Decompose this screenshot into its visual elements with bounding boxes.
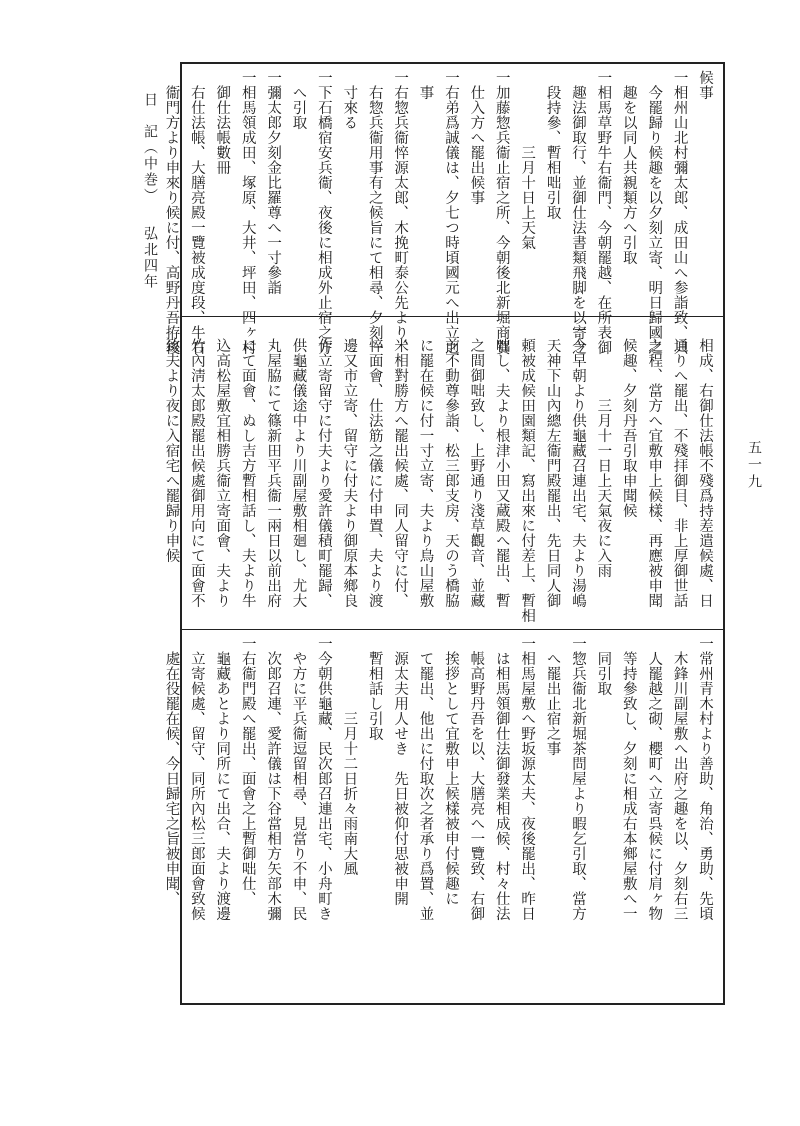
text-line: 之程、當方へ宜敷申上候樣、再應被申聞 xyxy=(646,323,663,608)
text-line: 一今朝供龜藏、民次郎召連出宅、小舟町き xyxy=(315,636,332,921)
text-line: にて面會、ぬし吉方暫相話し、夫より牛 xyxy=(239,323,256,608)
text-line: 之間御咄致し、上野通り淺草觀音、並藏 xyxy=(468,323,485,608)
page-number: 五一九 xyxy=(746,440,762,491)
text-line: 次郎召連、愛許儀は下谷當相方矢部木彌 xyxy=(265,636,282,921)
text-line: 供龜藏儀途中より川副屋敷相廻し、尤大 xyxy=(290,323,307,608)
text-line: 候趣、夕刻丹吾引取申聞候 xyxy=(620,323,637,518)
text-line: や方に平兵衞逗留相尋、見當り不申、民 xyxy=(290,636,307,921)
section-divider-lower xyxy=(182,629,723,630)
running-head xyxy=(140,92,160,312)
text-line: 一右弟爲誠儀は、夕七つ時頃國元へ出立之 xyxy=(442,70,459,355)
text-line: 人罷越之砌、櫻町へ立寄呉候に付肩ヶ物 xyxy=(646,636,663,921)
text-line: 趣を以同人共親類方へ引取 xyxy=(620,70,637,265)
text-line: 段持參、暫相咄引取 xyxy=(544,70,561,220)
section-middle xyxy=(163,323,717,625)
text-line: 一相馬屋敷へ野坂源太夫、夜後罷出、昨日 xyxy=(519,636,536,921)
text-line: 立寄候處、留守、同所內松三郎面會致候 xyxy=(188,636,205,921)
text-line: 事 xyxy=(417,70,434,100)
text-line: 右惣兵衞用事有之候旨にて相尋、夕刻一 xyxy=(366,70,383,355)
text-line: 一下石橋宿安兵衞、夜後に相成外止宿之方 xyxy=(315,70,332,355)
text-line: 竹內淸太郎殿罷出候處御用向にて面會不 xyxy=(188,323,205,608)
text-line: 木鋒川副屋敷へ出府之趣を以、夕刻右三 xyxy=(671,636,688,921)
text-line: 右仕法帳、大膳亮殿一覽被成度段、牛右 xyxy=(188,70,205,355)
text-line: て罷出、他出に付取次之者承り爲置、並 xyxy=(417,636,434,921)
text-line: 暫相話し引取 xyxy=(366,636,383,741)
text-line: 源太夫用人せき 先日被仰付思被申開 xyxy=(392,636,409,906)
text-line: 米相對勝方へ罷出候處、同人留守に付、 xyxy=(392,323,409,608)
text-line: 相成、右御仕法帳不殘爲持差遣候處、日 xyxy=(697,323,713,608)
text-line: 一今早朝より供龜藏召連出宅、夫より湯嶋 xyxy=(569,323,586,608)
text-line: 處在役罷在候、今日歸宅之旨被申聞、 xyxy=(163,636,180,906)
text-line: 一相馬領成田、塚原、大井、坪田、四ヶ村 xyxy=(239,70,256,355)
date-heading: 三月十一日上天氣夜に入雨 xyxy=(595,323,612,578)
text-line: 込高松屋敷宜相勝兵衞立寄面會、夫より xyxy=(214,323,231,608)
text-line: 同引取 xyxy=(595,636,612,696)
text-line: 今罷歸り候趣を以夕刻立寄、明日歸國之 xyxy=(646,70,663,355)
running-head-era: 弘北四年 xyxy=(142,226,158,290)
section-upper xyxy=(163,70,717,355)
text-line: 御仕法帳數冊 xyxy=(214,70,231,175)
text-line: 一彌太郎夕刻金比羅尊へ一寸參詣 xyxy=(265,70,282,295)
text-line: 龜藏あとより同所にて出合、夫より渡邊 xyxy=(214,636,231,921)
text-line: 一相馬草野牛右衞門、今朝罷越、在所表御 xyxy=(595,70,612,355)
text-line: 天神下山內總左衞門殿罷出、先日同人御 xyxy=(544,323,561,608)
text-line: 通りへ罷出、不殘拝御目、非上厚御世話 xyxy=(671,323,688,608)
text-line: 帳高野丹吾を以、大膳亮へ一覽致、右御 xyxy=(468,636,485,921)
text-line: 前不動尊參詣、松三郎支房、天のう橋脇 xyxy=(442,323,459,608)
text-line: 致夫より夜に入宿宅へ罷歸り申候 xyxy=(163,323,180,563)
text-line: 作立寄留守に付夫より愛許儀積町罷歸、 xyxy=(315,323,332,608)
text-line: 咄し、夫より根津小田又蔵殿へ罷出、暫 xyxy=(493,323,510,608)
text-line: 挨拶として宜敷申上候樣被申付候趣に xyxy=(442,636,459,906)
section-lower xyxy=(163,636,717,998)
text-line: は相馬領御仕法御發業相成候、村々仕法 xyxy=(493,636,510,921)
running-head-title: 日 記（中巻） xyxy=(142,92,158,204)
date-heading: 三月十日上天氣 xyxy=(519,70,536,250)
text-line: 衞門方より申來り候に付、高野丹吾拵後 xyxy=(163,70,180,355)
text-line: 等持參致し、夕刻に相成右本鄉屋敷へ一 xyxy=(620,636,637,921)
text-line: 一右衞門殿へ罷出、面會之上暫御咄仕、 xyxy=(239,636,256,906)
text-line: 候事 xyxy=(697,70,713,100)
diary-page-frame xyxy=(163,62,725,1005)
text-line: に罷在候に付一寸立寄、夫より鳥山屋敷 xyxy=(417,323,434,608)
text-line: へ引取 xyxy=(290,70,307,130)
text-line: 趣法御取行、並御仕法書類飛脚を以寄之 xyxy=(569,70,586,355)
text-line: 寸來る xyxy=(341,70,358,130)
text-line: 一惣兵衞北新堀茶問屋より暇乞引取、當方 xyxy=(569,636,586,921)
text-line: 一右惣兵衞悴源太郎、木挽町泰公先より、 xyxy=(392,70,409,355)
date-heading: 三月十二日折々雨南大風 xyxy=(341,636,358,876)
text-line: 頼被成候田園類記、寫出來に付差上、暫相 xyxy=(519,323,536,623)
text-line: 一常州青木村より善助、角治、勇助、先頃 xyxy=(697,636,713,921)
text-line: 邊又市立寄、留守に付夫より御原本鄉良 xyxy=(341,323,358,608)
text-line: 丸屋脇にて篠新田平兵衞一兩日以前出府 xyxy=(265,323,282,608)
text-line: 一相州山北村彌太郎、成田山へ参詣致、只 xyxy=(671,70,688,355)
text-line: 悴面會、仕法筋之儀に付申置、夫より渡 xyxy=(366,323,383,608)
text-line: 一加藤惣兵衞止宿之所、今朝後北新堀商買 xyxy=(493,70,510,355)
text-line: 仕入方へ罷出候事 xyxy=(468,70,485,205)
text-line: へ罷出止宿之事 xyxy=(544,636,561,756)
